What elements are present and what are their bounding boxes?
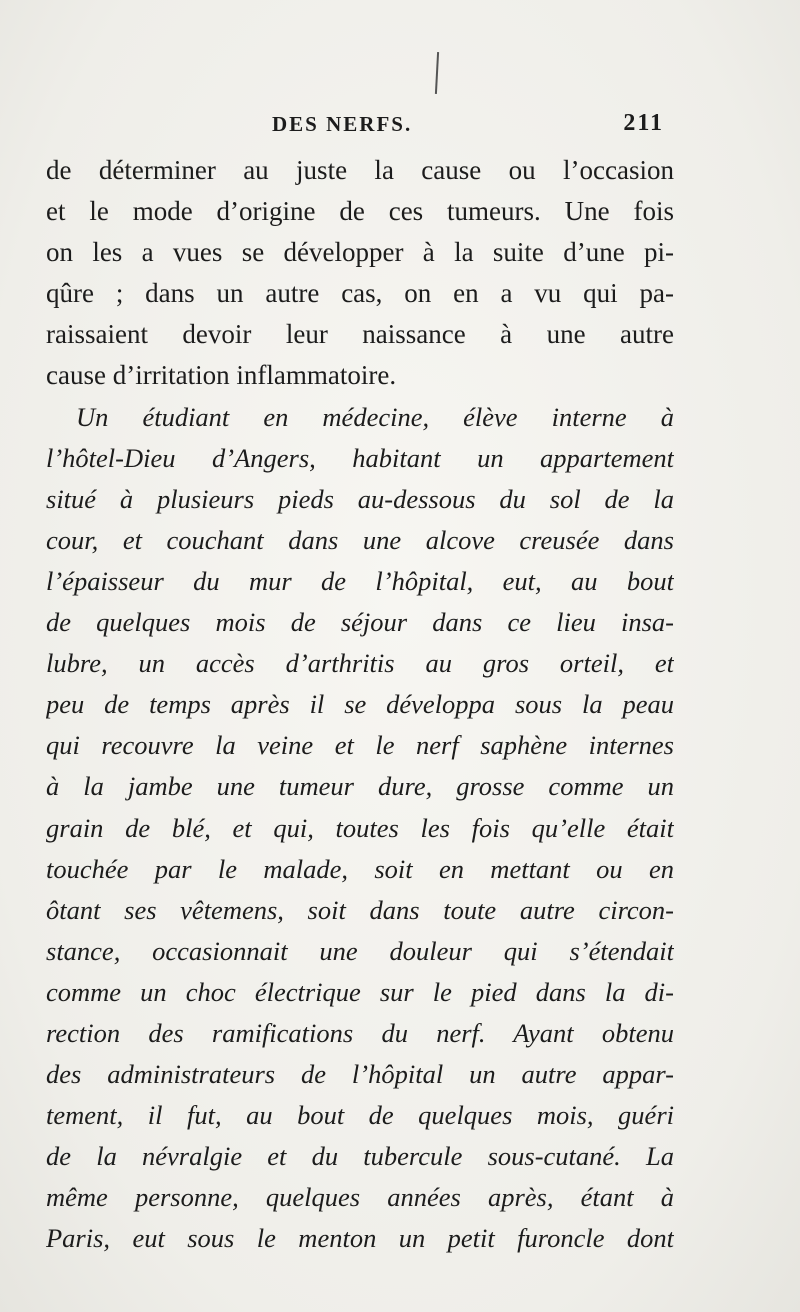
- text-line: des administrateurs de l’hôpital un autre appar-: [46, 1059, 674, 1090]
- text-line: qûre ; dans un autre cas, on en a vu qui pa-: [46, 278, 674, 309]
- text-line: et le mode d’origine de ces tumeurs. Une fois: [46, 196, 674, 227]
- text-line: grain de blé, et qui, toutes les fois qu’elle était: [46, 812, 674, 843]
- text-line: à la jambe une tumeur dure, grosse comme un: [46, 771, 674, 802]
- text-line: stance, occasionnait une douleur qui s’étendait: [46, 935, 674, 966]
- running-title: DES NERFS.: [272, 112, 413, 136]
- text-line: Paris, eut sous le menton un petit furoncle dont: [46, 1223, 674, 1254]
- text-line: de quelques mois de séjour dans ce lieu insa-: [46, 607, 674, 638]
- text-line: peu de temps après il se développa sous la peau: [46, 689, 674, 720]
- text-line: même personne, quelques années après, étant à: [46, 1182, 674, 1213]
- text-line: situé à plusieurs pieds au-dessous du sol de la: [46, 483, 674, 514]
- text-line: Un étudiant en médecine, élève interne à: [76, 401, 674, 432]
- text-line: ôtant ses vêtemens, soit dans toute autre circon-: [46, 894, 674, 925]
- text-line: touchée par le malade, soit en mettant ou en: [46, 853, 674, 884]
- text-line: cour, et couchant dans une alcove creusée dans: [46, 524, 674, 555]
- text-line: tement, il fut, au bout de quelques mois, guéri: [46, 1100, 674, 1131]
- text-line: raissaient devoir leur naissance à une autre: [46, 319, 674, 350]
- text-line: lubre, un accès d’arthritis au gros orteil, et: [46, 648, 674, 679]
- text-line: l’hôtel-Dieu d’Angers, habitant un appartement: [46, 442, 674, 473]
- text-line: qui recouvre la veine et le nerf saphène internes: [46, 730, 674, 761]
- text-line: comme un choc électrique sur le pied dans la di-: [46, 976, 674, 1007]
- text-line: on les a vues se développer à la suite d’une pi-: [46, 237, 674, 268]
- text-line: de déterminer au juste la cause ou l’occasion: [46, 155, 674, 185]
- body-text: [46, 150, 674, 1260]
- page-number: 211: [623, 110, 664, 136]
- text-line: cause d’irritation inflammatoire.: [46, 360, 397, 391]
- margin-mark: [435, 52, 439, 94]
- running-head: [0, 108, 800, 138]
- text-line: rection des ramifications du nerf. Ayant obtenu: [46, 1017, 674, 1048]
- text-line: l’épaisseur du mur de l’hôpital, eut, au bout: [46, 565, 674, 596]
- text-line: de la névralgie et du tubercule sous-cutané. La: [46, 1141, 674, 1172]
